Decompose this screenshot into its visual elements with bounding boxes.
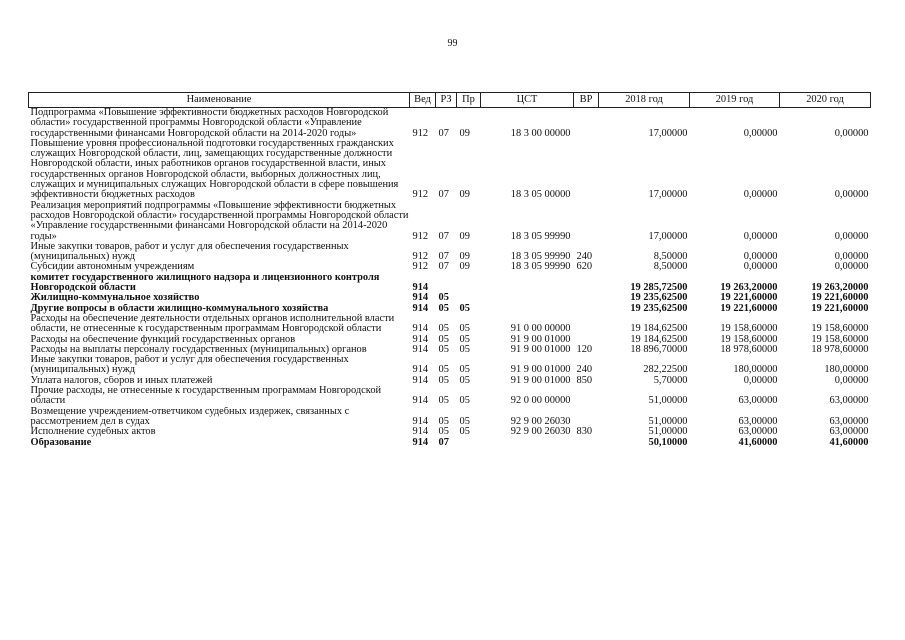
cell-2019: 19 221,60000 [720, 303, 778, 314]
cell-vr [574, 201, 599, 242]
cell-rz: 05 [438, 375, 449, 386]
cell-2019: 19 158,60000 [720, 323, 778, 335]
cell-rz: 05 [438, 344, 449, 355]
cell-rz: 07 [438, 189, 449, 201]
table-row [29, 139, 871, 201]
table-row [29, 262, 871, 272]
cell-2019: 63,00000 [738, 395, 778, 407]
cell-pr: 05 [459, 344, 470, 355]
cell-pr: 05 [459, 303, 470, 314]
header-rz: РЗ [436, 93, 457, 108]
cell-name: Иные закупки товаров, работ и услуг для обеспечения государственных (муниципальных) нужд [30, 241, 349, 263]
cell-rz: 05 [438, 303, 449, 314]
table-row [29, 335, 871, 345]
table-row [29, 293, 871, 303]
cell-ved: 912 [412, 189, 429, 201]
cell-2019: 19 158,60000 [720, 334, 778, 345]
cell-2019: 0,00000 [743, 375, 778, 386]
header-name: Наименование [29, 93, 410, 108]
cell-name: Возмещение учреждением-ответчиком судебных издержек, связанных с рассмотрением дел в судах [30, 406, 350, 427]
cell-2020: 63,00000 [829, 427, 869, 438]
cell-cst [481, 304, 574, 314]
table-row [29, 201, 871, 242]
cell-rz: 05 [438, 415, 449, 427]
cell-2020: 180,00000 [824, 364, 869, 376]
cell-pr [457, 438, 481, 448]
table-header [29, 93, 871, 108]
cell-ved: 912 [412, 230, 429, 242]
cell-name: Уплата налогов, сборов и иных платежей [30, 375, 213, 386]
cell-2018: 17,00000 [648, 127, 688, 139]
cell-pr: 09 [459, 127, 470, 139]
cell-2020: 18 978,60000 [811, 344, 869, 355]
cell-2020: 19 221,60000 [811, 303, 869, 314]
cell-rz: 05 [438, 427, 449, 438]
cell-2019: 0,00000 [743, 262, 778, 273]
cell-pr: 05 [459, 415, 470, 427]
cell-2018: 282,22500 [643, 364, 688, 376]
cell-rz: 05 [438, 293, 449, 304]
table-row [29, 376, 871, 386]
cell-2018: 51,00000 [648, 395, 688, 407]
cell-2019: 41,60000 [738, 437, 778, 448]
cell-cst: 91 9 00 01000 [510, 344, 571, 355]
cell-rz: 07 [438, 437, 449, 448]
cell-name: Подпрограмма «Повышение эффективности бюджетных расходов Новгородской области» государственной программы Новгородской области «Управление государственными финансами Новгородской области на 2014-2020 годы» [30, 107, 389, 139]
cell-vr: 620 [576, 262, 593, 273]
cell-vr: 120 [576, 344, 593, 355]
cell-2020: 63,00000 [829, 415, 869, 427]
cell-2018: 17,00000 [648, 189, 688, 201]
cell-ved: 912 [412, 262, 429, 273]
cell-pr: 05 [459, 375, 470, 386]
table-row [29, 438, 871, 448]
cell-2019: 19 221,60000 [720, 293, 778, 304]
table-row [29, 242, 871, 263]
cell-name: Расходы на обеспечение деятельности отдельных органов исполнительной власти области, не отнесенные к государственным программам Новгородской области [30, 313, 395, 335]
cell-cst: 91 9 00 01000 [510, 364, 571, 376]
cell-name: Другие вопросы в области жилищно-коммунального хозяйства [30, 303, 329, 314]
header-2018: 2018 год [599, 93, 690, 108]
cell-vr: 830 [576, 427, 593, 438]
cell-2019: 63,00000 [738, 427, 778, 438]
cell-cst: 91 9 00 01000 [510, 334, 571, 345]
cell-2018: 50,10000 [648, 437, 688, 448]
cell-2019: 0,00000 [743, 230, 778, 242]
table-row [29, 304, 871, 314]
cell-2018: 8,50000 [653, 251, 688, 263]
header-ved: Вед [410, 93, 436, 108]
cell-2020: 19 158,60000 [811, 334, 869, 345]
cell-2020: 0,00000 [834, 375, 869, 386]
cell-2018: 5,70000 [653, 375, 688, 386]
cell-pr: 05 [459, 395, 470, 407]
table-row [29, 345, 871, 355]
cell-cst: 92 9 00 26030 [510, 427, 571, 438]
cell-name: Расходы на обеспечение функций государственных органов [30, 334, 296, 345]
header-row [29, 93, 871, 108]
cell-vr: 240 [576, 364, 593, 376]
cell-rz: 05 [438, 364, 449, 376]
cell-2020: 0,00000 [834, 251, 869, 263]
cell-2018: 51,00000 [648, 427, 688, 438]
header-cst: ЦСТ [481, 93, 574, 108]
cell-vr [574, 293, 599, 303]
cell-pr: 05 [459, 364, 470, 376]
cell-rz: 05 [438, 323, 449, 335]
cell-cst: 18 3 05 99990 [510, 262, 571, 273]
cell-name: Образование [30, 437, 92, 448]
cell-pr: 05 [459, 323, 470, 335]
cell-rz: 05 [438, 395, 449, 407]
cell-2020: 0,00000 [834, 189, 869, 201]
cell-name: Расходы на выплаты персоналу государственных (муниципальных) органов [30, 344, 367, 355]
page-number: 99 [447, 38, 458, 49]
cell-pr: 09 [459, 251, 470, 263]
cell-vr [574, 139, 599, 201]
cell-name: Прочие расходы, не отнесенные к государственным программам Новгородской области [30, 386, 382, 407]
cell-2020: 19 263,20000 [811, 282, 869, 294]
cell-vr [574, 108, 599, 139]
budget-table [28, 92, 871, 448]
cell-cst [481, 293, 574, 303]
table-row [29, 273, 871, 294]
cell-cst [481, 273, 574, 294]
cell-cst: 91 9 00 01000 [510, 375, 571, 386]
header-2020: 2020 год [780, 93, 871, 108]
cell-2019: 0,00000 [743, 127, 778, 139]
cell-rz: 07 [438, 262, 449, 273]
cell-cst: 18 3 05 99990 [510, 230, 571, 242]
cell-name: Иные закупки товаров, работ и услуг для обеспечения государственных (муниципальных) нужд [30, 355, 349, 376]
cell-pr: 09 [459, 262, 470, 273]
cell-rz: 05 [438, 334, 449, 345]
cell-name: Субсидии автономным учреждениям [30, 262, 195, 273]
cell-2018: 19 184,62500 [630, 323, 688, 335]
cell-2018: 19 235,62500 [630, 293, 688, 304]
cell-name: Повышение уровня профессиональной подготовки государственных гражданских служащих Новгородской области, лиц, замещающих государственные должности Новгородской области, иных работников органов государственной власти, иных государственных органов Новгородской области, выборных должностных лиц, служащих и муниципальных служащих Новгородской области в сфере повышения эффективности бюджетных расходов [30, 138, 399, 201]
cell-ved: 914 [412, 293, 429, 304]
table-row [29, 314, 871, 335]
cell-vr: 240 [576, 251, 593, 263]
cell-ved: 914 [412, 375, 429, 386]
cell-cst: 92 0 00 00000 [510, 395, 571, 407]
cell-2018: 51,00000 [648, 415, 688, 427]
cell-vr [574, 273, 599, 294]
header-pr: Пр [457, 93, 481, 108]
cell-2019: 18 978,60000 [720, 344, 778, 355]
cell-2019: 0,00000 [743, 189, 778, 201]
table-body [29, 108, 871, 448]
cell-ved: 914 [412, 282, 429, 294]
cell-rz [436, 273, 457, 294]
cell-name: Реализация мероприятий подпрограммы «Повышение эффективности бюджетных расходов Новгородской области» государственной программы Новгородской области «Управление государственными финансами Новгородской области на 2014-2020 годы» [30, 200, 409, 242]
cell-ved: 912 [412, 251, 429, 263]
cell-ved: 914 [412, 395, 429, 407]
cell-2020: 0,00000 [834, 230, 869, 242]
cell-2020: 19 158,60000 [811, 323, 869, 335]
cell-pr [457, 293, 481, 303]
cell-2018: 19 235,62500 [630, 303, 688, 314]
header-2019: 2019 год [690, 93, 780, 108]
cell-cst: 18 3 05 00000 [510, 189, 571, 201]
cell-ved: 914 [412, 427, 429, 438]
cell-2020: 0,00000 [834, 262, 869, 273]
cell-cst [481, 438, 574, 448]
cell-2019: 0,00000 [743, 251, 778, 263]
cell-ved: 914 [412, 415, 429, 427]
cell-vr [574, 314, 599, 335]
cell-cst: 92 9 00 26030 [510, 415, 571, 427]
cell-vr [574, 438, 599, 448]
cell-vr [574, 335, 599, 345]
cell-pr: 05 [459, 427, 470, 438]
table-row [29, 108, 871, 139]
cell-2018: 18 896,70000 [630, 344, 688, 355]
cell-ved: 914 [412, 364, 429, 376]
cell-2018: 8,50000 [653, 262, 688, 273]
cell-vr [574, 407, 599, 428]
cell-pr: 09 [459, 230, 470, 242]
cell-cst: 91 0 00 00000 [510, 323, 571, 335]
cell-2018: 19 184,62500 [630, 334, 688, 345]
cell-vr [574, 386, 599, 407]
cell-ved: 914 [412, 323, 429, 335]
table-row [29, 355, 871, 376]
table-row [29, 427, 871, 437]
cell-2019: 63,00000 [738, 415, 778, 427]
cell-name: Жилищно-коммунальное хозяйство [30, 293, 200, 304]
cell-2019: 180,00000 [733, 364, 778, 376]
cell-rz: 07 [438, 127, 449, 139]
cell-name: комитет государственного жилищного надзора и лицензионного контроля Новгородской области [30, 272, 380, 294]
cell-2018: 17,00000 [648, 230, 688, 242]
cell-pr: 09 [459, 189, 470, 201]
cell-2020: 19 221,60000 [811, 293, 869, 304]
table-row [29, 407, 871, 428]
header-vr: ВР [574, 93, 599, 108]
cell-ved: 912 [412, 127, 429, 139]
cell-ved: 914 [412, 303, 429, 314]
cell-2020: 63,00000 [829, 395, 869, 407]
cell-vr: 850 [576, 375, 593, 386]
cell-pr: 05 [459, 334, 470, 345]
cell-rz: 07 [438, 230, 449, 242]
cell-2019: 19 263,20000 [720, 282, 778, 294]
cell-2020: 41,60000 [829, 437, 869, 448]
cell-2018: 19 285,72500 [630, 282, 688, 294]
cell-vr [574, 304, 599, 314]
cell-2020: 0,00000 [834, 127, 869, 139]
cell-ved: 914 [412, 334, 429, 345]
cell-rz: 07 [438, 251, 449, 263]
cell-pr [457, 273, 481, 294]
table-row [29, 386, 871, 407]
cell-name: Исполнение судебных актов [30, 427, 156, 438]
cell-cst: 18 3 05 99990 [510, 251, 571, 263]
cell-ved: 914 [412, 344, 429, 355]
cell-ved: 914 [412, 437, 429, 448]
cell-cst: 18 3 00 00000 [510, 127, 571, 139]
